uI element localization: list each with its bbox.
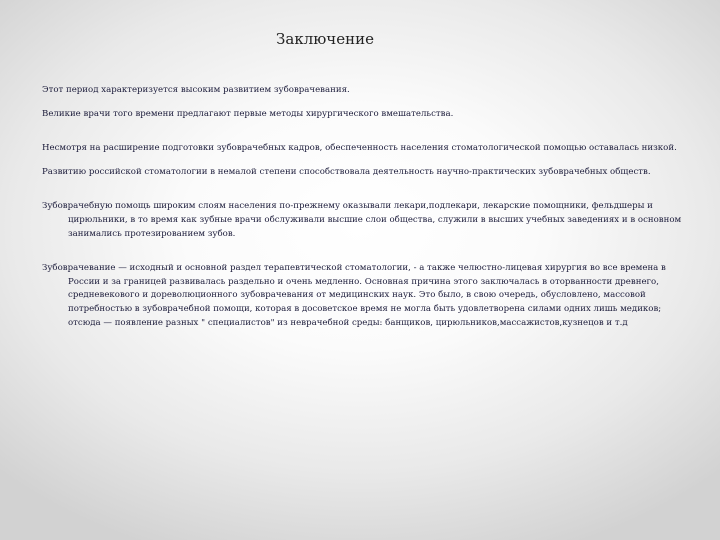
paragraph-1: Этот период характеризуется высоким развитием зубоврачевания. (42, 85, 350, 95)
paragraph-2: Великие врачи того времени предлагают первые методы хирургического вмешательства. (42, 108, 454, 119)
paragraph-4: Развитию российской стоматологии в немалой степени способствовала деятельность научно-практических зубоврачебных обществ. (42, 166, 651, 177)
slide-title: Заключение (276, 30, 374, 48)
paragraph-5: Зубоврачебную помощь широким слоям населения по-прежнему оказывали лекари,подлекари, лекарские помощники, фельдшеры и цирюльники, в то время как зубные врачи обслуживали высшие слои общества, служили в высших учебных заведениях и в основном занимались протезированием зубов. (42, 201, 682, 239)
paragraph-6: Зубоврачевание — исходный и основной раздел терапевтической стоматологии, - а также челюстно-лицевая хирургия во все времена в России и за границей развивалась раздельно и очень медленно. Основная причина этого заключалась в оторванности древнего, средневекового и дореволюционного зубоврачевания от медицинских наук. Это было, в свою очередь, обусловлено, массовой потребностью в зубоврачебной помощи, которая в досоветское время не могла быть удовлетворена силами одних лишь медиков; отсюда — появление разных " специалистов" из неврачебной среды: банщиков, цирюльников,массажистов,кузнецов и т.д (42, 263, 666, 328)
paragraph-3: Несмотря на расширение подготовки зубоврачебных кадров, обеспеченность населения стоматологической помощью оставалась низкой. (42, 143, 677, 154)
slide-body (42, 84, 682, 330)
